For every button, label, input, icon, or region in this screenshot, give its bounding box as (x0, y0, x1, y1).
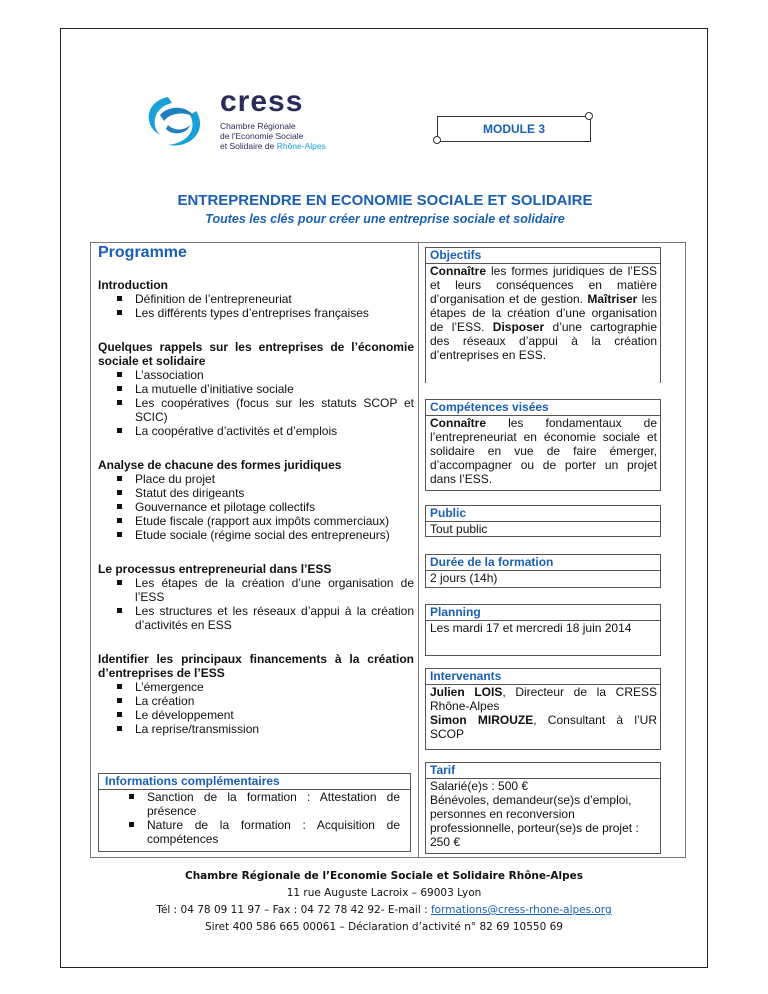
tarif-text: Salarié(e)s : 500 € Bénévoles, demandeur(se)s d’emploi, personnes en reconversion professionnelle, porteur(se)s de projet : 250 € (430, 779, 639, 849)
section-title: Identifier les principaux financements à la création d’entreprises de l’ESS (98, 652, 414, 680)
intervenants-heading: Intervenants (426, 669, 660, 685)
section-title: Quelques rappels sur les entreprises de l’économie sociale et solidaire (98, 340, 414, 368)
footer-siret: Siret 400 586 665 00061 – Déclaration d’activité n° 82 69 10550 69 (205, 921, 563, 933)
list-item: Les étapes de la création d’une organisation de l’ESS (135, 576, 414, 604)
competences-heading: Compétences visées (426, 400, 660, 416)
list-item: La mutuelle d’initiative sociale (135, 382, 414, 396)
tarif-box (425, 762, 661, 854)
page-subtitle: Toutes les clés pour créer une entreprise sociale et solidaire (205, 212, 565, 226)
logo-line-2: de l'Economie Sociale (220, 131, 304, 141)
section-title: Le processus entrepreneurial dans l’ESS (98, 562, 332, 576)
page-title: ENTREPRENDRE EN ECONOMIE SOCIALE ET SOLIDAIRE (177, 192, 593, 209)
informations-box (98, 773, 411, 852)
list-item: Les différents types d’entreprises françaises (135, 306, 414, 320)
public-text: Tout public (430, 522, 488, 536)
footer-address: 11 rue Auguste Lacroix – 69003 Lyon (286, 887, 482, 899)
footer (60, 868, 708, 936)
list-item: L’émergence (135, 680, 414, 694)
logo-line-3: et Solidaire de Rhône-Alpes (220, 141, 326, 151)
footer-org: Chambre Régionale de l’Economie Sociale et Solidaire Rhône-Alpes (185, 870, 583, 882)
programme-section (98, 458, 414, 542)
duree-box (425, 554, 661, 588)
public-heading: Public (426, 506, 660, 522)
list-item: Les structures et les réseaux d’appui à la création d’activités en ESS (135, 604, 414, 632)
list-item: Sanction de la formation : Attestation de présence (147, 790, 400, 818)
cress-logo (138, 85, 328, 155)
list-item: Statut des dirigeants (135, 486, 414, 500)
competences-box (425, 399, 661, 491)
cress-swirl-logo-icon (138, 85, 218, 155)
objectifs-box (425, 247, 661, 383)
list-item: La création (135, 694, 414, 708)
column-divider (418, 242, 419, 858)
list-item: L’association (135, 368, 414, 382)
list-item: La reprise/transmission (135, 722, 414, 736)
list-item: La coopérative d’activités et d’emplois (135, 424, 414, 438)
objectifs-text: Connaître les formes juridiques de l’ESS et leurs conséquences en matière d’organisation et de gestion. Maîtriser les étapes de la création d’une organisation de l’ESS. Disposer d’une cartographie des réseaux d’appui à la création d’entreprises en ESS. (430, 264, 657, 362)
programme-section (98, 340, 414, 438)
duree-text: 2 jours (14h) (430, 571, 498, 585)
logo-line-1: Chambre Régionale (220, 121, 296, 131)
planning-text: Les mardi 17 et mercredi 18 juin 2014 (430, 621, 632, 635)
email-link[interactable]: formations@cress-rhone-alpes.org (430, 904, 612, 916)
logo-wordmark: cress (220, 85, 304, 118)
list-item: Etude fiscale (rapport aux impôts commerciaux) (135, 514, 414, 528)
informations-heading: Informations complémentaires (99, 774, 410, 790)
list-item: Gouvernance et pilotage collectifs (135, 500, 414, 514)
scroll-curl-icon (585, 112, 593, 120)
objectifs-heading: Objectifs (426, 248, 660, 264)
programme-section (98, 652, 414, 736)
section-title: Introduction (98, 278, 168, 292)
duree-heading: Durée de la formation (426, 555, 660, 571)
competences-text: Connaître les fondamentaux de l’entrepreneuriat en économie sociale et solidaire en vue de faire émerger, d’accompagner ou de porter un projet dans l’ESS. (430, 416, 657, 486)
section-title: Analyse de chacune des formes juridiques (98, 458, 342, 472)
list-item: Etude sociale (régime social des entrepreneurs) (135, 528, 414, 542)
scroll-curl-icon (433, 136, 441, 144)
intervenants-box (425, 668, 661, 750)
tarif-heading: Tarif (426, 763, 660, 779)
public-box (425, 505, 661, 537)
list-item: Les coopératives (focus sur les statuts SCOP et SCIC) (135, 396, 414, 424)
planning-heading: Planning (426, 605, 660, 621)
list-item: Place du projet (135, 472, 414, 486)
list-item: Nature de la formation : Acquisition de compétences (147, 818, 400, 846)
footer-contact: Tél : 04 78 09 11 97 – Fax : 04 72 78 42 92- E-mail : formations@cress-rhone-alpes.org (156, 904, 612, 916)
programme (98, 246, 414, 750)
programme-heading: Programme (98, 244, 187, 261)
planning-box (425, 604, 661, 656)
list-item: Le développement (135, 708, 414, 722)
list-item: Définition de l’entrepreneuriat (135, 292, 414, 306)
intervenants-text: Julien LOIS, Directeur de la CRESS Rhône-Alpes Simon MIROUZE, Consultant à l’UR SCOP (430, 685, 657, 741)
module-label: MODULE 3 (437, 116, 591, 142)
programme-section (98, 562, 414, 632)
programme-section (98, 278, 414, 320)
